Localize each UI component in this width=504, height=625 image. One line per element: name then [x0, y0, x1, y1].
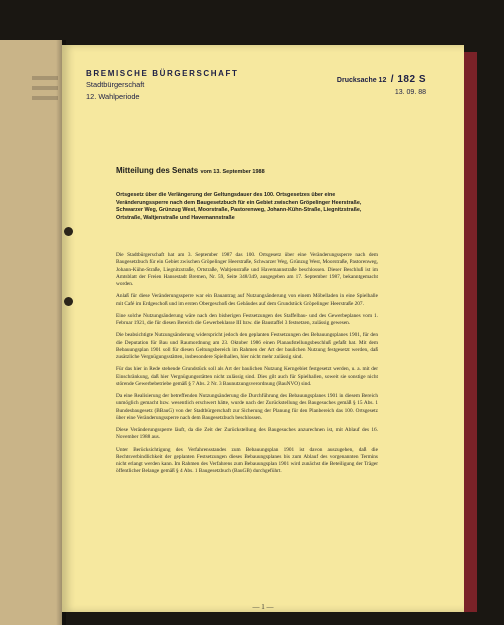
- paragraph: Da eine Realisierung der betreffenden Nutzungsänderung die Durchführung des Bebauungsplanes 1901 in diesem Bereich unmöglich gemacht bzw. wesentlich erschwert hätte, wurde nach der Zurückstellung des Baugesuches gemäß § 15 Abs. 1 Bundesbaugesetz (BBauG) von der Stadtbürgerschaft zur Sicherung der Planung für den Planbereich das 100. Ortsgesetz über eine Veränderungssperre nach dem Baugesetzbuch beschlossen.: [116, 393, 378, 421]
- document-title: [116, 166, 265, 175]
- paragraph: Diese Veränderungssperre läuft, da die Zeit der Zurückstellung des Baugesuches anzurechnen ist, mit Ablauf des 16. November 1988 aus.: [116, 427, 378, 441]
- paragraph: Für das hier in Rede stehende Grundstück soll als Art der baulichen Nutzung Kerngebiet festgesetzt werden, u. a. mit der Einschränkung, daß hier Vergnügungsstätten nicht zulässig sind. Dies gilt auch für Spielhallen, soweit sie sonstige nicht störende Gewerbebetriebe gemäß § 7 Abs. 2 Nr. 3 Baunutzungsverordnung (BauNVO) sind.: [116, 366, 378, 387]
- paragraph: Die beabsichtigte Nutzungsänderung widerspricht jedoch den geplanten Festsetzungen des Bebauungsplanes 1901, für den die Deputation für Bau und Raumordnung am 23. Oktober 1986 einen Planaufstellungsbeschluß gefaßt hat. Mit dem Bebauungsplan 1901 soll für diesen Geltungsbereich im Rahmen der Art der baulichen Nutzung festgesetzt werden, daß zusätzliche Vergnügungsstätten, insbesondere Spielhallen, hier nicht mehr zulässig sind.: [116, 332, 378, 360]
- title-main: Mitteilung des Senats: [116, 166, 199, 175]
- organization-name: BREMISCHE BÜRGERSCHAFT: [86, 69, 239, 78]
- document-reference: [337, 69, 426, 96]
- show-through-text: [32, 96, 58, 100]
- previous-page-edge: [0, 40, 62, 625]
- show-through-text: [32, 76, 58, 80]
- subject-heading: Ortsgesetz über die Verlängerung der Geltungsdauer des 100. Ortsgesetzes über eine Veränderungssperre nach dem Baugesetzbuch für ein Gebiet zwischen Gröpelinger Heerstraße, Schwarzer Weg, Grünzug West, Moorstraße, Pastorenweg, Johann-Kühn-Straße, Liegnitzstraße, Ortstraße, Waltjenstraße und Havemannstraße: [116, 192, 362, 221]
- paragraph: Unter Berücksichtigung des Verfahrensstandes zum Bebauungsplan 1901 ist davon auszugehen, daß die Rechtsverbindlichkeit der geplanten Festsetzungen dieses Bebauungsplanes bis zum Ablauf des vorgenannten Termins nicht erlangt werden kann. Im Rahmen des Verfahrens zum Bebauungsplan 1901 wird zunächst die Beteiligung der Träger öffentlicher Belange gemäß § 4 Abs. 1 Baugesetzbuch (BauGB) durchgeführt.: [116, 446, 378, 475]
- paragraph: Die Stadtbürgerschaft hat am 3. September 1987 das 100. Ortsgesetz über eine Veränderungssperre nach dem Baugesetzbuch für ein Gebiet zwischen Gröpelinger Heerstraße, Schwarzer Weg, Grünzug West, Moorstraße, Pastorenweg, Johann-Kühn-Straße, Liegnitzstraße, Ortstraße, Waltjenstraße und Havemannstraße beschlossen. Dieser Beschluß ist im Amtsblatt der Freien Hansestadt Bremen, Nr. 59, Seite 348/349, ausgegeben am 17. September 1987, bekanntgemacht worden.: [116, 252, 378, 287]
- paragraph: Eine solche Nutzungsänderung wäre nach den bisherigen Festsetzungen des Staffelbau- und des Gewerbeplanes vom 1. Februar 1921, die für diesen Bereich die Gewerbeklasse III bzw. die Baustaffel 3 festsetzen, zulässig gewesen.: [116, 312, 378, 326]
- body-text: [116, 252, 378, 481]
- page-number: — 1 —: [252, 603, 274, 611]
- punch-hole: [64, 297, 73, 306]
- punch-hole: [64, 227, 73, 236]
- chamber-name: Stadtbürgerschaft: [86, 80, 145, 89]
- paragraph: Anlaß für diese Veränderungssperre war ein Bauantrag auf Nutzungsänderung von einem Möbelladen in eine Spielhalle mit Café im Erdgeschoß und im ersten Obergeschoß des Gebäudes auf dem Grundstück Gröpelinger Heerstraße 207.: [116, 293, 378, 307]
- title-date: vom 13. September 1988: [200, 169, 265, 175]
- drucksache-label: Drucksache 12: [336, 77, 387, 84]
- document-date: 13. 09. 88: [394, 89, 426, 96]
- drucksache-number: / 182 S: [390, 74, 426, 85]
- legislative-period: 12. Wahlperiode: [86, 92, 140, 101]
- document-page: [62, 45, 464, 612]
- folder-binding: [463, 52, 477, 612]
- letterhead: [86, 69, 426, 102]
- show-through-text: [32, 86, 58, 90]
